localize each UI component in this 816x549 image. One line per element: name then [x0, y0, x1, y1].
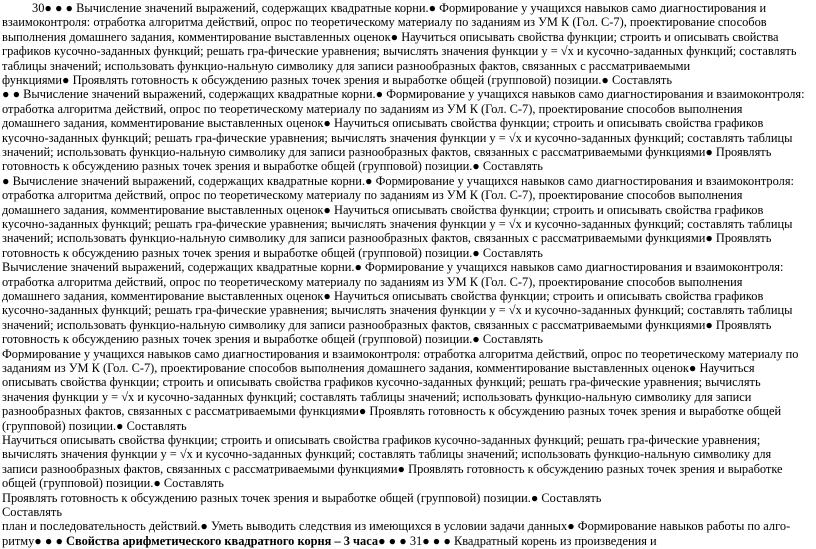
text-line: кусочно-заданных функций; решать гра-фические уравнения; вычислять значения функции y = √x и кусочно-заданных функций; составлять таблицы — [2, 217, 793, 231]
text-line: заданиям из УМ К (Гол. С-7), проектирование способов выполнения домашнего задания, комментирование выставленных оценок● Научиться — [2, 361, 755, 375]
text-line: 30● ● ● Вычисление значений выражений, содержащих квадратные корни.● Формирование у учащихся навыков само диагностирования и — [32, 1, 767, 15]
text-line: таблицы значений; использовать функцио-нальную символику для записи разнообразных фактов, связанных с рассматриваемыми — [2, 58, 691, 73]
text-line: готовность к обсуждению разных точек зрения и выработке общей (групповой) позиции.● Составлять — [2, 159, 543, 174]
text-line: план и последовательность действий.● Уметь выводить следствия из имеющихся в условии задачи данных● Формирование навыков работы по алго- — [2, 519, 791, 534]
text-line: вычислять значения функции y = √x и кусочно-заданных функций; составлять таблицы значений; использовать функцио-нальную символику для — [2, 447, 772, 462]
text-line: готовность к обсуждению разных точек зрения и выработке общей (групповой) позиции.● Составлять — [2, 245, 543, 260]
text-line: отработка алгоритма действий, опрос по теоретическому материалу по заданиям из УМ К (Гол. С-7), проектирование способов выполнения — [2, 101, 743, 116]
text-line: записи разнообразных фактов, связанных с рассматриваемыми функциями● Проявлять готовность к обсуждению разных точек зрения и выработке — [2, 461, 783, 476]
text-line: описывать свойства функции; строить и описывать свойства графиков кусочно-заданных функций; решать гра-фические уравнения; вычислять — [2, 375, 761, 390]
text-line: взаимоконтроля: отработка алгоритма действий, опрос по теоретическому материалу по заданиям из УМ К (Гол. С-7), проектирование способов — [2, 15, 767, 30]
text-line: кусочно-заданных функций; решать гра-фические уравнения; вычислять значения функции y = √x и кусочно-заданных функций; составлять таблицы — [2, 130, 793, 145]
text-line: выполнения домашнего задания, комментирование выставленных оценок● Научиться описывать свойства функции; строить и описывать свойства — [2, 29, 779, 44]
text-line: общей (групповой) позиции.● Составлять — [2, 476, 224, 491]
text-line: Научиться описывать свойства функции; строить и описывать свойства графиков кусочно-заданных функций; решать гра-фические уравнения; — [2, 433, 761, 447]
text-line: разнообразных фактов, связанных с рассматриваемыми функциями● Проявлять готовность к обсуждению разных точек зрения и выработке общей — [2, 404, 782, 419]
text-line: готовность к обсуждению разных точек зрения и выработке общей (групповой) позиции.● Составлять — [2, 332, 543, 347]
text-line: (групповой) позиции.● Составлять — [2, 418, 187, 433]
text-line: графиков кусочно-заданных функций; решать гра-фические уравнения; вычислять значения функции y = √x и кусочно-заданных функций; составлять — [2, 44, 797, 59]
text-line: домашнего задания, комментирование выставленных оценок● Научиться описывать свойства функции; строить и описывать свойства графиков — [2, 289, 764, 303]
text-line: отработка алгоритма действий, опрос по теоретическому материалу по заданиям из УМ К (Гол. С-7), проектирование способов выполнения — [2, 274, 743, 289]
text-line: Проявлять готовность к обсуждению разных точек зрения и выработке общей (групповой) позиции.● Составлять — [2, 490, 602, 505]
text-line: значений; использовать функцио-нальную символику для записи разнообразных фактов, связанных с рассматриваемыми функциями● Проявлять — [2, 231, 772, 246]
text-line: Составлять — [2, 505, 62, 519]
text-line: отработка алгоритма действий, опрос по теоретическому материалу по заданиям из УМ К (Гол. С-7), проектирование способов выполнения — [2, 188, 743, 203]
text-line: домашнего задания, комментирование выставленных оценок● Научиться описывать свойства функции; строить и описывать свойства графиков — [2, 116, 764, 131]
text-line: функциями● Проявлять готовность к обсуждению разных точек зрения и выработке общей (групповой) позиции.● Составлять — [2, 73, 672, 87]
text-line: значений; использовать функцио-нальную символику для записи разнообразных фактов, связанных с рассматриваемыми функциями● Проявлять — [2, 145, 772, 159]
text-line: домашнего задания, комментирование выставленных оценок● Научиться описывать свойства функции; строить и описывать свойства графиков — [2, 202, 764, 217]
text-line: значений; использовать функцио-нальную символику для записи разнообразных фактов, связанных с рассматриваемыми функциями● Проявлять — [2, 317, 772, 332]
text-line: ● Вычисление значений выражений, содержащих квадратные корни.● Формирование у учащихся навыков само диагностирования и взаимоконтроля: — [2, 173, 794, 188]
text-line: Формирование у учащихся навыков само диагностирования и взаимоконтроля: отработка алгоритма действий, опрос по теоретическому материалу по — [2, 346, 799, 361]
text-line: Вычисление значений выражений, содержащих квадратные корни.● Формирование у учащихся навыков само диагностирования и взаимоконтроля: — [2, 260, 784, 275]
text-line: ● ● Вычисление значений выражений, содержащих квадратные корни.● Формирование у учащихся навыков само диагностирования и взаимоконтроля: — [2, 87, 805, 102]
text-line: значения функции y = √x и кусочно-заданных функций; составлять таблицы значений; использовать функцио-нальную символику для записи — [2, 389, 752, 404]
text-line-last: ритму● ● ● Свойства арифметического квадратного корня – 3 часа● ● ● 31● ● ● Квадратный корень из произведения и — [2, 533, 657, 548]
text-line: кусочно-заданных функций; решать гра-фические уравнения; вычислять значения функции y = √x и кусочно-заданных функций; составлять таблицы — [2, 303, 793, 318]
